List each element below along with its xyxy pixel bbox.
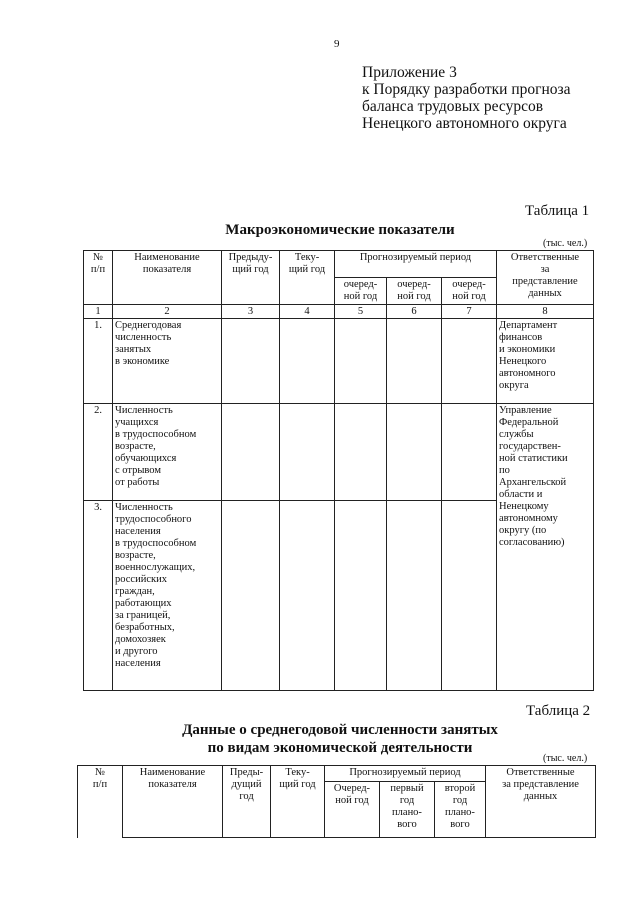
- cell-empty: [442, 319, 497, 404]
- cell-empty: [222, 404, 280, 501]
- appendix-line: к Порядку разработки прогноза: [362, 81, 571, 98]
- appendix-line: баланса трудовых ресурсов: [362, 98, 544, 115]
- header-second-planning-year: второй год плано- вого: [435, 782, 486, 838]
- header-first-planning-year: первый год плано- вого: [380, 782, 435, 838]
- table2-title: Данные о среднегодовой численности занятых по видам экономической деятельности: [182, 722, 498, 756]
- header-responsible: Ответственные за представление данных: [486, 766, 596, 838]
- row-name: Численность трудоспособного населения в трудоспособном возрасте, военнослужащих, российских граждан, работающих за границей, безработных, домохозяек и другого населения: [113, 501, 222, 691]
- header-name: Наименование показателя: [123, 766, 223, 838]
- table2-label: Таблица 2: [526, 703, 591, 719]
- column-number: 1: [84, 305, 113, 319]
- column-number-row: [84, 305, 594, 319]
- cell-empty: [280, 404, 335, 501]
- column-number: 6: [387, 305, 442, 319]
- row-name: Численность учащихся в трудоспособном возрасте, обучающихся с отрывом от работы: [113, 404, 222, 501]
- header-next-year-2: очеред- ной год: [387, 278, 442, 305]
- header-num: № п/п: [78, 766, 123, 838]
- table-row: [84, 319, 594, 404]
- cell-empty: [442, 404, 497, 501]
- column-number: 2: [113, 305, 222, 319]
- row-responsible: Департамент финансов и экономики Ненецкого автономного округа: [497, 319, 594, 404]
- table2-unit: (тыс. чел.): [543, 753, 588, 764]
- table2: [77, 765, 596, 838]
- header-prev-year: Преды- дущий год: [223, 766, 271, 838]
- header-prev-year: Предыду- щий год: [222, 251, 280, 305]
- table1-title: Макроэкономические показатели: [225, 222, 455, 238]
- cell-empty: [335, 501, 387, 691]
- header-name: Наименование показателя: [113, 251, 222, 305]
- column-number: 3: [222, 305, 280, 319]
- column-number: 4: [280, 305, 335, 319]
- header-num: № п/п: [84, 251, 113, 305]
- header-next-year-1: очеред- ной год: [335, 278, 387, 305]
- appendix-line: Приложение 3: [362, 64, 457, 81]
- table1-unit: (тыс. чел.): [543, 238, 588, 249]
- column-number: 8: [497, 305, 594, 319]
- header-forecast-period: Прогнозируемый период: [325, 766, 486, 782]
- cell-empty: [387, 319, 442, 404]
- header-forecast-period: Прогнозируемый период: [335, 251, 497, 278]
- table-row: [84, 404, 594, 501]
- table1: [83, 250, 594, 691]
- header-responsible: Ответственные за представление данных: [497, 251, 594, 305]
- cell-empty: [387, 404, 442, 501]
- row-name: Среднегодовая численность занятых в экономике: [113, 319, 222, 404]
- cell-empty: [442, 501, 497, 691]
- cell-empty: [335, 404, 387, 501]
- row-num: 3.: [84, 501, 113, 691]
- cell-empty: [280, 319, 335, 404]
- cell-empty: [387, 501, 442, 691]
- header-next-year: Очеред- ной год: [325, 782, 380, 838]
- column-number: 5: [335, 305, 387, 319]
- table1-label: Таблица 1: [525, 203, 590, 219]
- appendix-heading: [362, 64, 571, 132]
- cell-empty: [222, 319, 280, 404]
- cell-empty: [335, 319, 387, 404]
- column-number: 7: [442, 305, 497, 319]
- header-current-year: Теку- щий год: [280, 251, 335, 305]
- row-num: 1.: [84, 319, 113, 404]
- page-number: 9: [334, 38, 340, 50]
- row-num: 2.: [84, 404, 113, 501]
- appendix-line: Ненецкого автономного округа: [362, 115, 567, 132]
- row-responsible: Управление Федеральной службы государствен- ной статистики по Архангельской области и Ненецкому автономному округу (по согласованию): [497, 404, 594, 691]
- header-next-year-3: очеред- ной год: [442, 278, 497, 305]
- cell-empty: [280, 501, 335, 691]
- header-current-year: Теку- щий год: [271, 766, 325, 838]
- cell-empty: [222, 501, 280, 691]
